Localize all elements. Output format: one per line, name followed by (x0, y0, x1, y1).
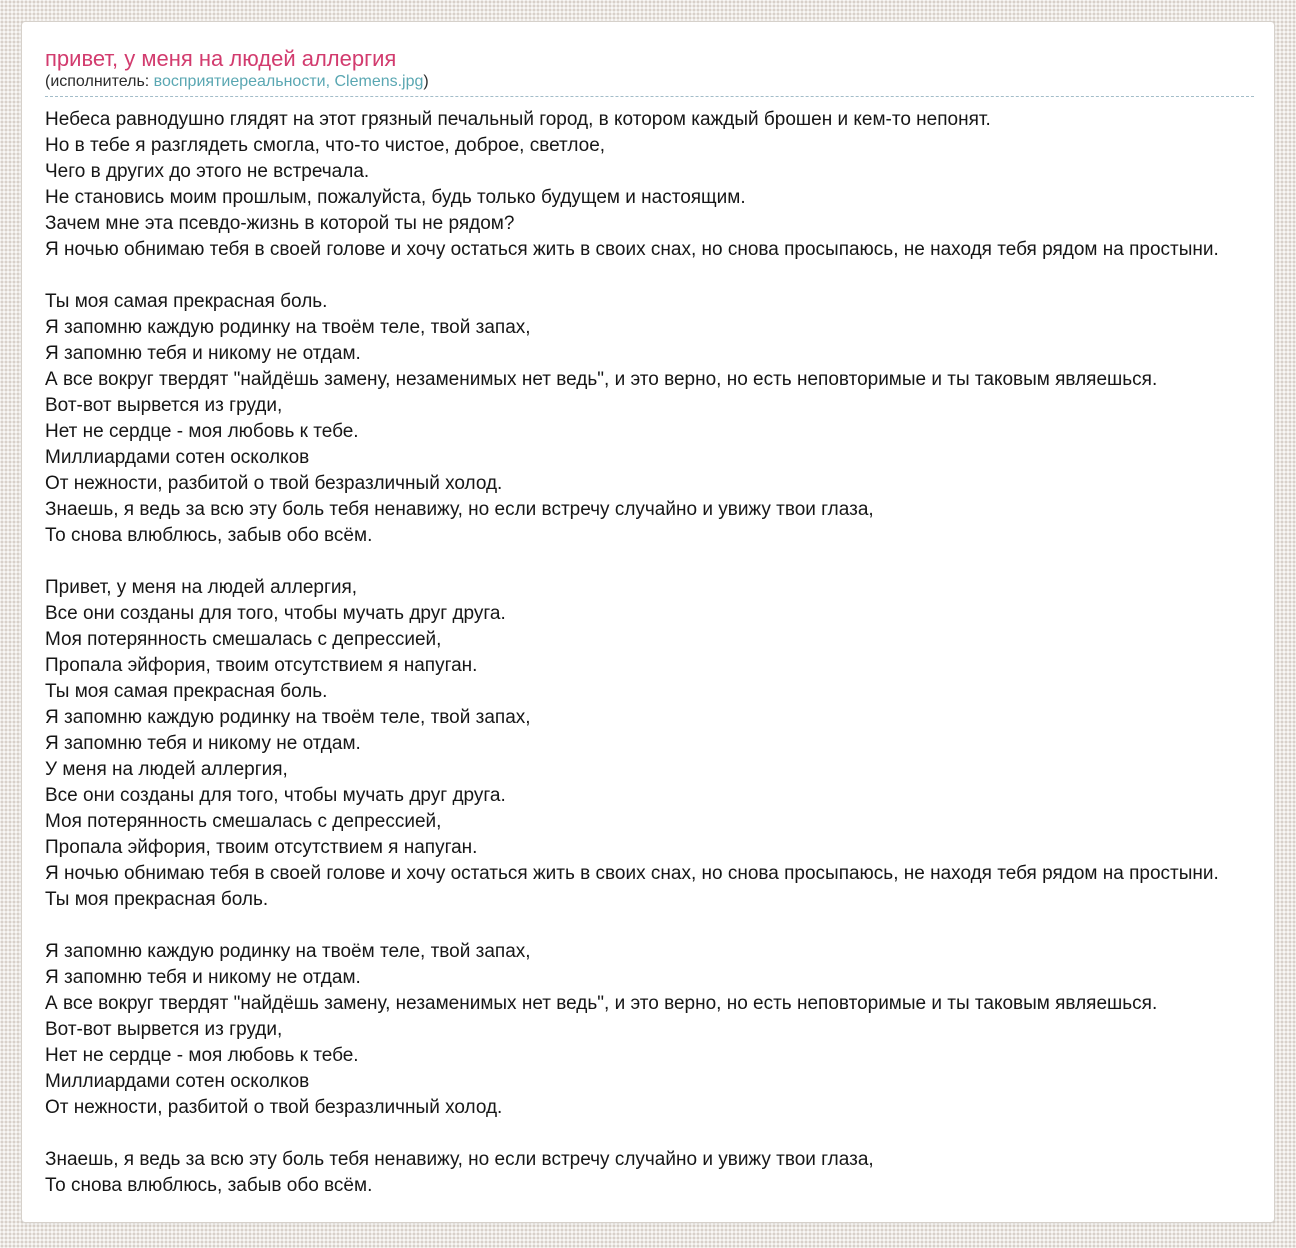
artist-line (45, 72, 1254, 97)
lyric-line: Но в тебе я разглядеть смогла, что-то чистое, доброе, светлое, (45, 135, 606, 156)
stanza (45, 107, 1254, 263)
lyric-line: Знаешь, я ведь за всю эту боль тебя ненавижу, но если встречу случайно и увижу твои глаза, (45, 1149, 874, 1170)
lyric-line: Нет не сердце - моя любовь к тебе. (45, 421, 359, 442)
lyric-line: Миллиардами сотен осколков (45, 447, 310, 468)
lyric-line: Пропала эйфория, твоим отсутствием я напуган. (45, 837, 478, 858)
lyric-line: Зачем мне эта псевдо-жизнь в которой ты не рядом? (45, 213, 515, 234)
lyric-line: Я запомню каждую родинку на твоём теле, твой запах, (45, 317, 531, 338)
stanza (45, 289, 1254, 549)
lyric-line: Вот-вот вырвется из груди, (45, 1019, 283, 1040)
stanza (45, 1147, 1254, 1199)
lyric-line: Все они созданы для того, чтобы мучать друг друга. (45, 785, 506, 806)
artist-suffix: ) (423, 73, 429, 90)
lyric-line: То снова влюблюсь, забыв обо всём. (45, 1175, 373, 1196)
lyric-line: Небеса равнодушно глядят на этот грязный печальный город, в котором каждый брошен и кем-то непонят. (45, 109, 991, 130)
lyric-line: Привет, у меня на людей аллергия, (45, 577, 358, 598)
lyric-line: У меня на людей аллергия, (45, 759, 288, 780)
lyric-line: Я ночью обнимаю тебя в своей голове и хочу остаться жить в своих снах, но снова просыпаюсь, не находя тебя рядом на простыни. (45, 863, 1219, 884)
page-title: привет, у меня на людей аллергия (45, 46, 397, 71)
lyric-line: Не становись моим прошлым, пожалуйста, будь только будущем и настоящим. (45, 187, 746, 208)
lyric-line: Моя потерянность смешалась с депрессией, (45, 629, 442, 650)
lyric-line: Нет не сердце - моя любовь к тебе. (45, 1045, 359, 1066)
stanza (45, 939, 1254, 1121)
lyric-line: Ты моя самая прекрасная боль. (45, 681, 328, 702)
lyric-line: То снова влюблюсь, забыв обо всём. (45, 525, 373, 546)
lyric-line: Я запомню тебя и никому не отдам. (45, 733, 361, 754)
lyric-line: Я ночью обнимаю тебя в своей голове и хочу остаться жить в своих снах, но снова просыпаюсь, не находя тебя рядом на простыни. (45, 239, 1219, 260)
lyric-line: Вот-вот вырвется из груди, (45, 395, 283, 416)
lyric-line: Я запомню каждую родинку на твоём теле, твой запах, (45, 707, 531, 728)
lyric-line: Я запомню каждую родинку на твоём теле, твой запах, (45, 941, 531, 962)
lyric-line: Ты моя прекрасная боль. (45, 889, 269, 910)
lyric-line: А все вокруг твердят "найдёшь замену, незаменимых нет ведь", и это верно, но есть неповторимые и ты таковым являешься. (45, 993, 1158, 1014)
lyric-line: Я запомню тебя и никому не отдам. (45, 967, 361, 988)
lyric-line: Знаешь, я ведь за всю эту боль тебя ненавижу, но если встречу случайно и увижу твои глаза, (45, 499, 874, 520)
lyric-line: Ты моя самая прекрасная боль. (45, 291, 328, 312)
lyric-line: А все вокруг твердят "найдёшь замену, незаменимых нет ведь", и это верно, но есть неповторимые и ты таковым являешься. (45, 369, 1158, 390)
lyric-line: Моя потерянность смешалась с депрессией, (45, 811, 442, 832)
lyric-line: Миллиардами сотен осколков (45, 1071, 310, 1092)
lyric-line: От нежности, разбитой о твой безразличный холод. (45, 473, 503, 494)
artist-prefix: (исполнитель: (45, 73, 154, 90)
lyrics-text (45, 107, 1254, 1199)
content-card (21, 21, 1275, 1223)
stanza (45, 575, 1254, 913)
lyric-line: Пропала эйфория, твоим отсутствием я напуган. (45, 655, 478, 676)
artist-link[interactable]: восприятиереальности, Clemens.jpg (153, 73, 424, 90)
lyric-line: Все они созданы для того, чтобы мучать друг друга. (45, 603, 506, 624)
lyric-line: От нежности, разбитой о твой безразличный холод. (45, 1097, 503, 1118)
lyric-line: Чего в других до этого не встречала. (45, 161, 370, 182)
lyric-line: Я запомню тебя и никому не отдам. (45, 343, 361, 364)
